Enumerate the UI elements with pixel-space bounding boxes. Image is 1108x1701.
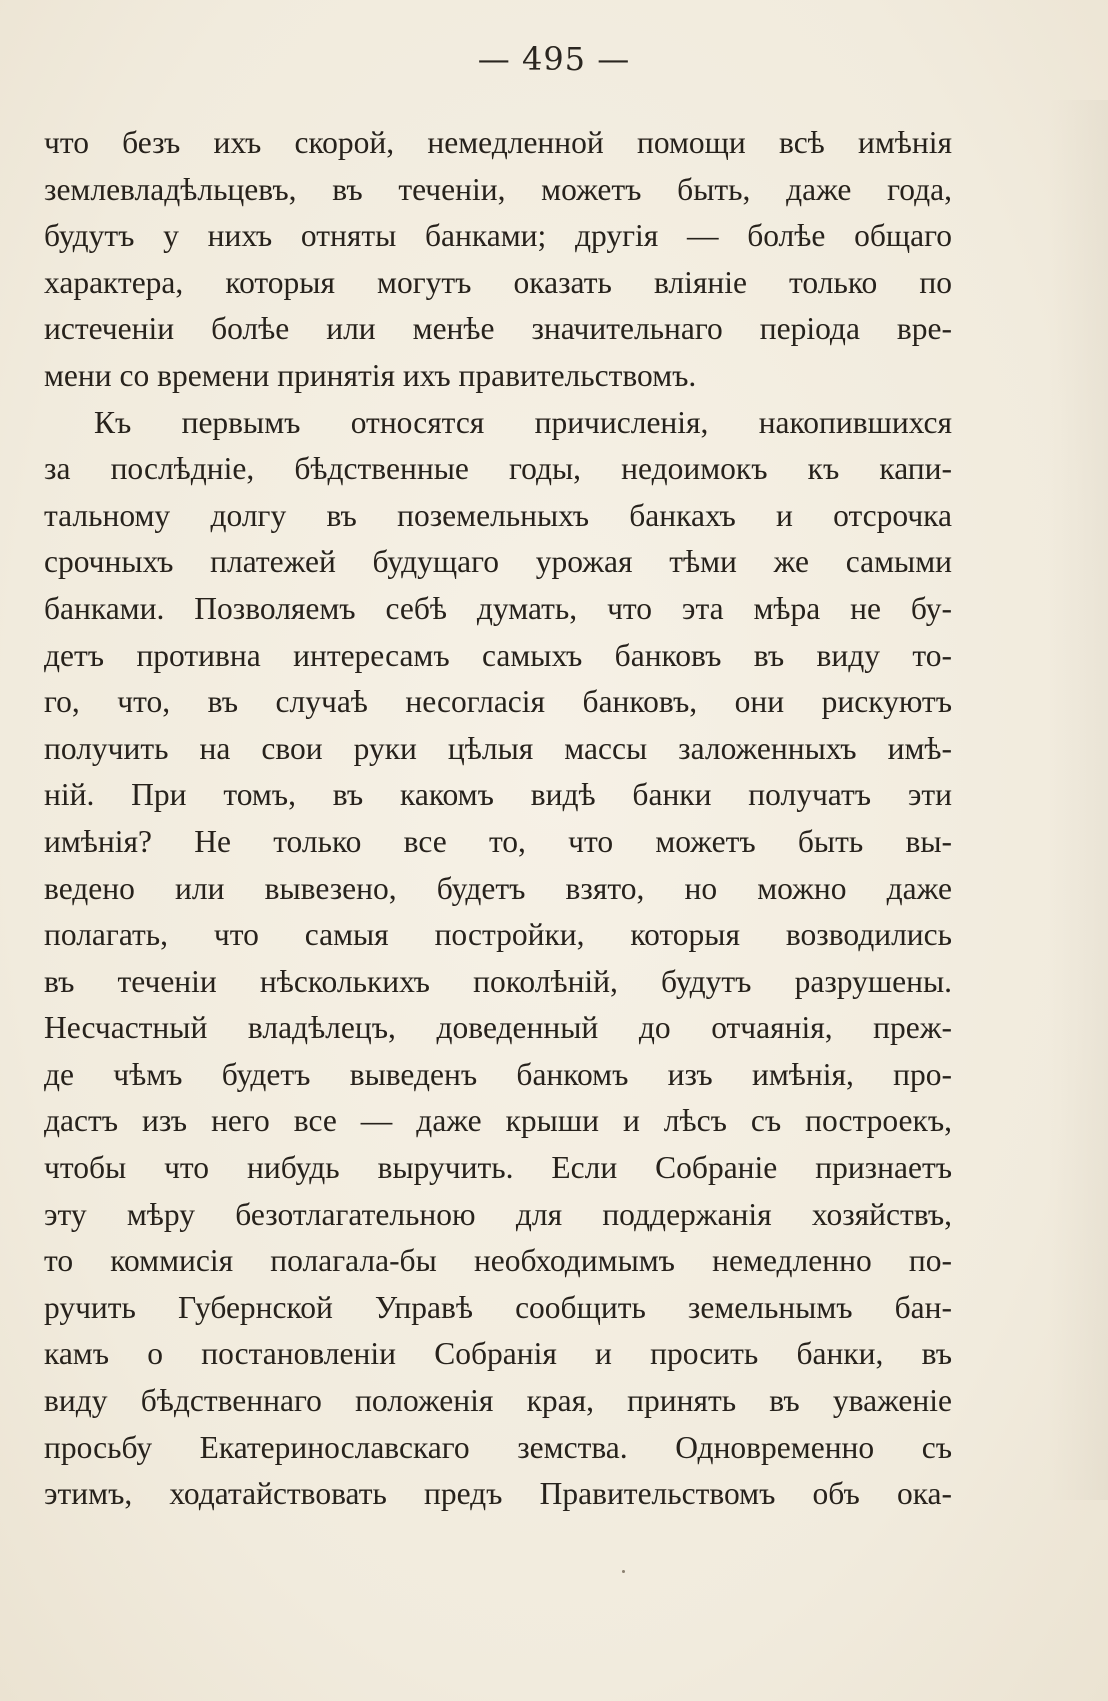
text-line: дастъ изъ него все — даже крыши и лѣсъ съ построекъ, <box>44 1103 952 1139</box>
text-line: ведено или вывезено, будетъ взято, но можно даже <box>44 870 952 906</box>
page-number: — 495 — <box>477 40 631 78</box>
text-line: землевладѣльцевъ, въ теченіи, можетъ быть, даже года, <box>44 171 952 207</box>
text-line: въ теченіи нѣсколькихъ поколѣній, будутъ разрушены. <box>44 963 952 999</box>
page-edge-shadow <box>1048 100 1108 1500</box>
text-line: характера, которыя могутъ оказать вліяніе только по <box>44 264 952 300</box>
text-line: просьбу Екатеринославскаго земства. Одновременно съ <box>44 1429 952 1465</box>
text-line: полагать, что самыя постройки, которыя возводились <box>44 917 952 953</box>
text-line: то коммисія полагала-бы необходимымъ немедленно по- <box>44 1243 952 1279</box>
text-line: ній. При томъ, въ какомъ видѣ банки получатъ эти <box>44 777 952 813</box>
print-speck <box>622 1570 625 1573</box>
text-line: камъ о постановленіи Собранія и просить банки, въ <box>44 1336 952 1372</box>
text-line: виду бѣдственнаго положенія края, принять въ уваженіе <box>44 1383 952 1419</box>
text-line: ручить Губернской Управѣ сообщить земельнымъ бан- <box>44 1289 952 1325</box>
text-line: истеченіи болѣе или менѣе значительнаго періода вре- <box>44 311 952 347</box>
text-line: де чѣмъ будетъ выведенъ банкомъ изъ имѣнія, про- <box>44 1056 952 1092</box>
text-line: за послѣдніе, бѣдственные годы, недоимокъ къ капи- <box>44 451 952 487</box>
text-line: получить на свои руки цѣлыя массы заложенныхъ имѣ- <box>44 730 952 766</box>
text-line: тальному долгу въ поземельныхъ банкахъ и отсрочка <box>44 497 952 533</box>
text-line: что безъ ихъ скорой, немедленной помощи всѣ имѣнія <box>44 125 952 160</box>
text-line: чтобы что нибудь выручить. Если Собраніе признаетъ <box>44 1150 952 1186</box>
body-text <box>44 120 952 1518</box>
text-line: срочныхъ платежей будущаго урожая тѣми же самыми <box>44 544 952 580</box>
text-line: детъ противна интересамъ самыхъ банковъ въ виду то- <box>44 637 952 673</box>
paragraph-end-line: мени со времени принятія ихъ правительствомъ. <box>44 357 697 393</box>
text-line: будутъ у нихъ отняты банками; другія — болѣе общаго <box>44 218 952 254</box>
paragraph-start-line: Къ первымъ относятся причисленія, накопившихся <box>94 404 952 440</box>
text-line: банками. Позволяемъ себѣ думать, что эта мѣра не бу- <box>44 590 952 626</box>
text-line: го, что, въ случаѣ несогласія банковъ, они рискуютъ <box>44 684 952 720</box>
text-line: эту мѣру безотлагательною для поддержанія хозяйствъ, <box>44 1196 952 1232</box>
text-line: этимъ, ходатайствовать предъ Правительствомъ объ ока- <box>44 1476 952 1512</box>
text-line: Несчастный владѣлецъ, доведенный до отчаянія, преж- <box>44 1010 952 1046</box>
text-line: имѣнія? Не только все то, что можетъ быть вы- <box>44 823 952 859</box>
